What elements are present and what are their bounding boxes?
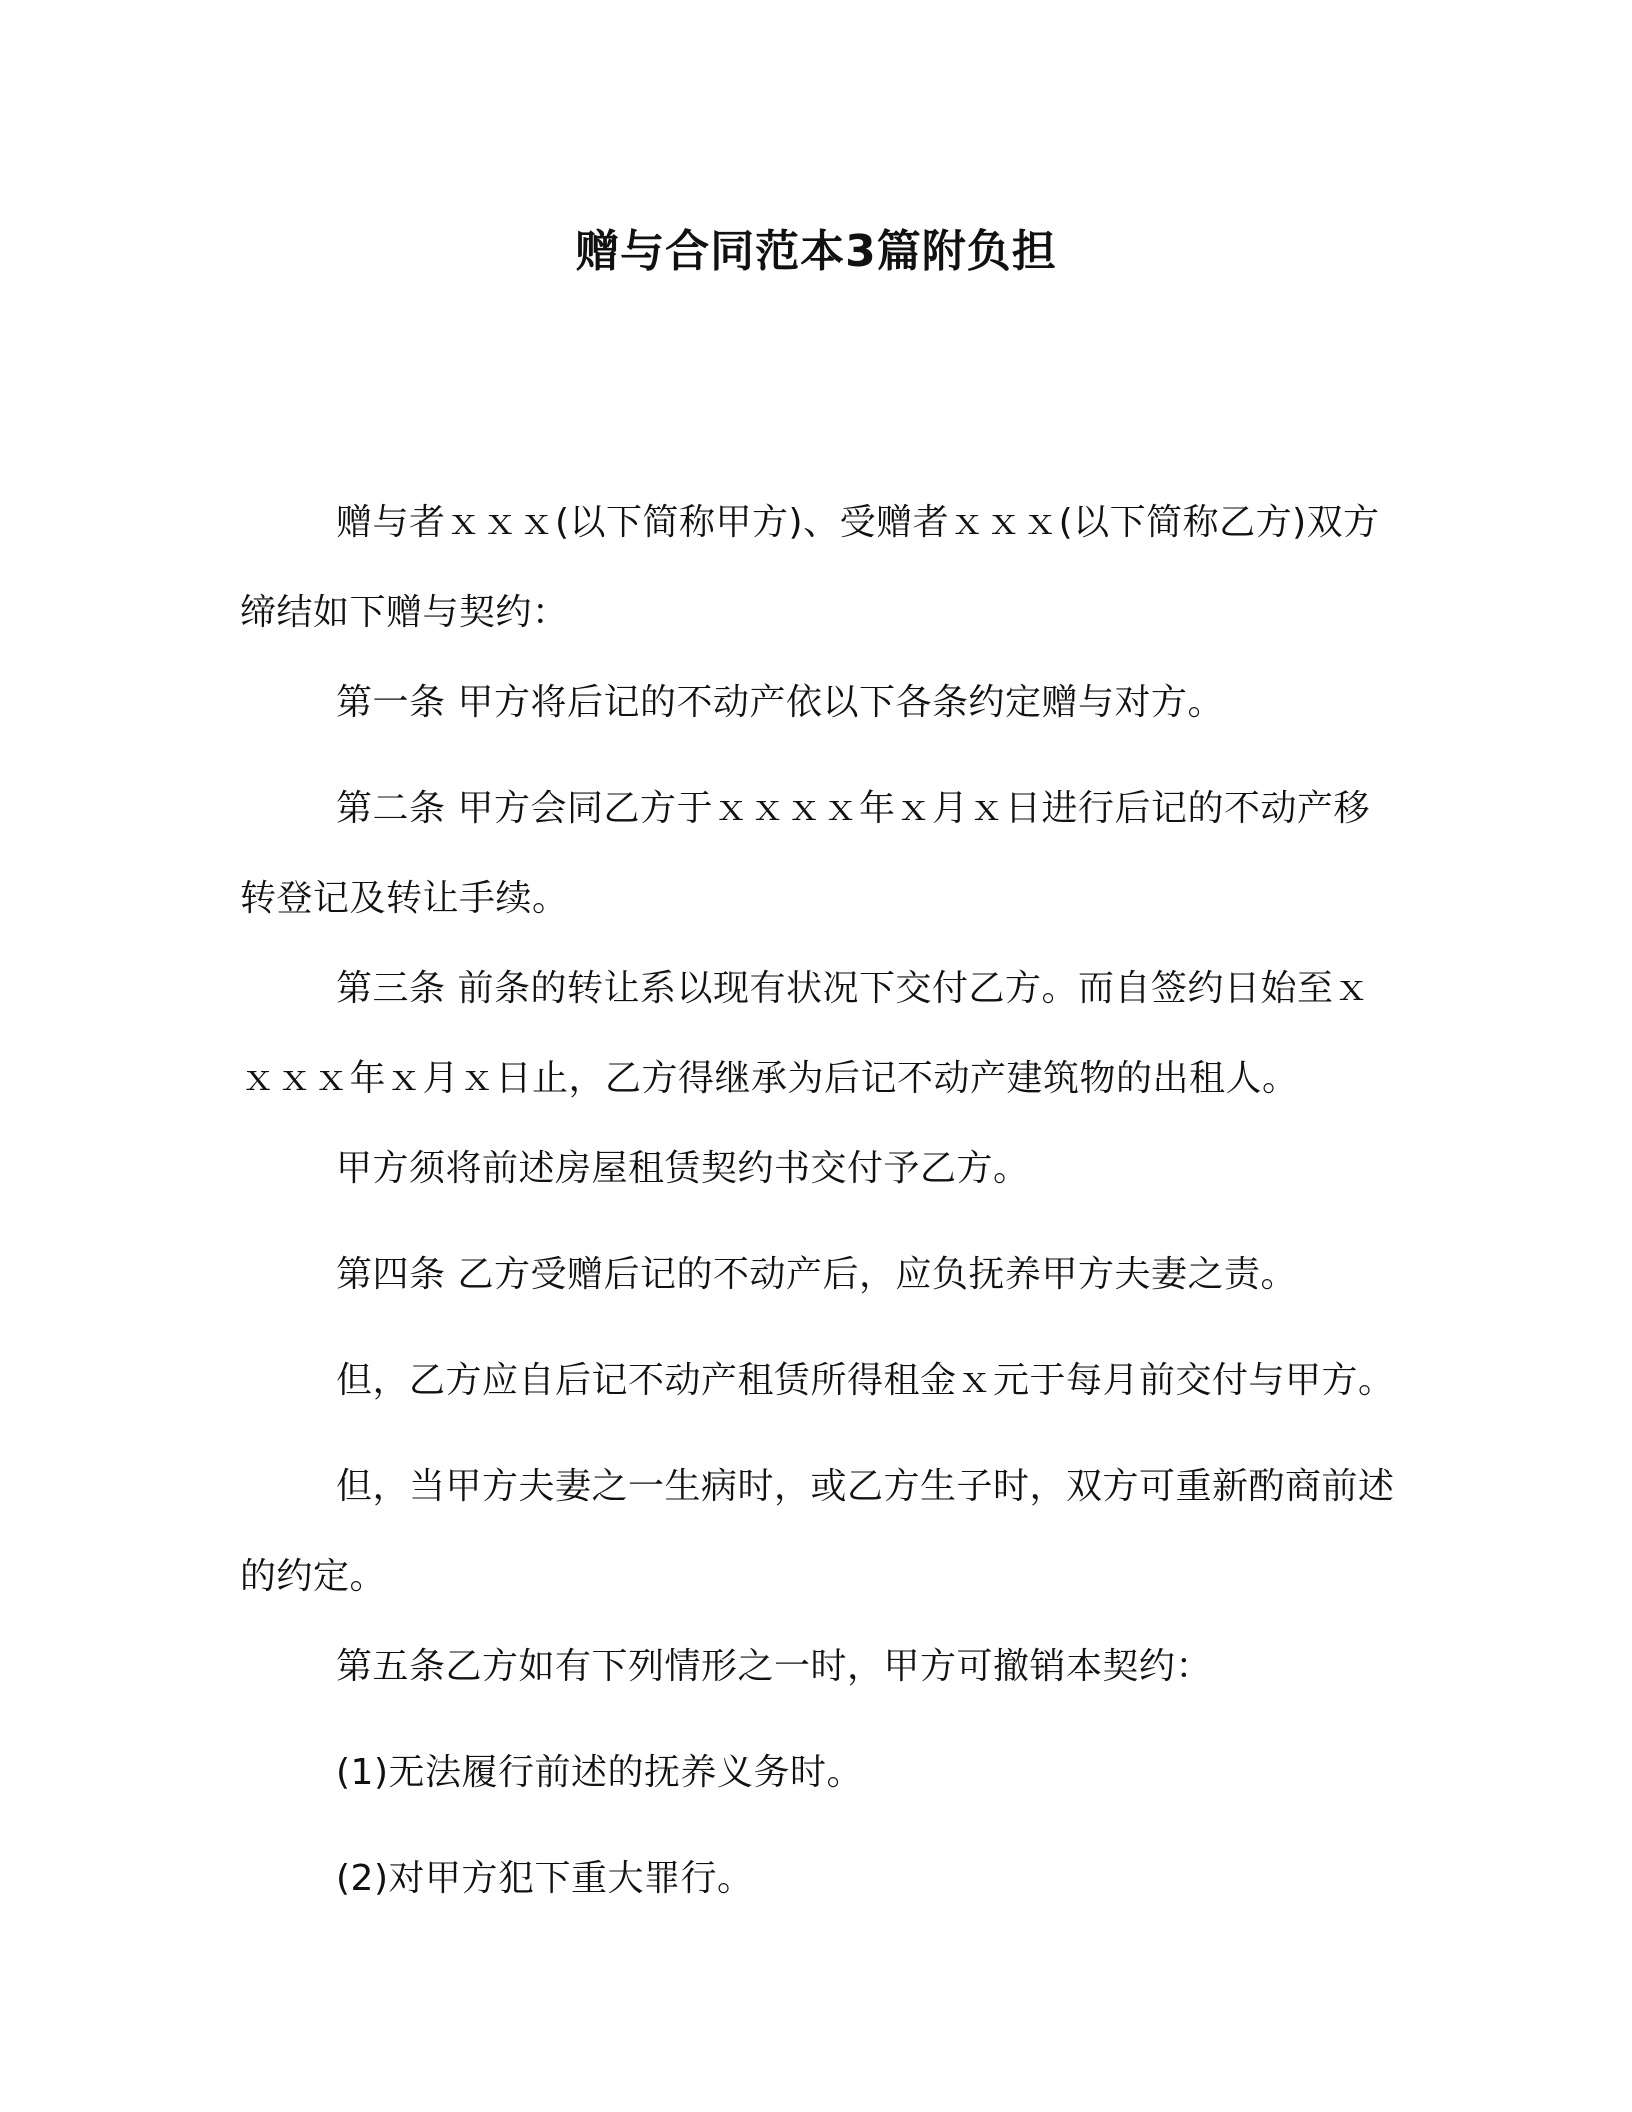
paragraph-preamble: 赠与者ｘｘｘ(以下简称甲方)、受赠者ｘｘｘ(以下简称乙方)双方缔结如下赠与契约： bbox=[240, 502, 1380, 633]
paragraph-renegotiation: 但，当甲方夫妻之一生病时，或乙方生子时，双方可重新酌商前述的约定。 bbox=[240, 1466, 1395, 1597]
document-title: 赠与合同范本3篇附负担 bbox=[575, 226, 1057, 277]
paragraph-rent-payment: 但，乙方应自后记不动产租赁所得租金ｘ元于每月前交付与甲方。 bbox=[336, 1360, 1395, 1401]
paragraph-article-1: 第一条 甲方将后记的不动产依以下各条约定赠与对方。 bbox=[336, 682, 1224, 723]
list-item-2: (2)对甲方犯下重大罪行。 bbox=[336, 1858, 754, 1899]
paragraph-lease-handover: 甲方须将前述房屋租赁契约书交付予乙方。 bbox=[336, 1148, 1030, 1189]
paragraph-article-2: 第二条 甲方会同乙方于ｘｘｘｘ年ｘ月ｘ日进行后记的不动产移转登记及转让手续。 bbox=[240, 788, 1370, 919]
list-item-1: (1)无法履行前述的抚养义务时。 bbox=[336, 1752, 863, 1793]
paragraph-article-3: 第三条 前条的转让系以现有状况下交付乙方。而自签约日始至ｘｘｘｘ年ｘ月ｘ日止，乙方得继承为后记不动产建筑物的出租人。 bbox=[240, 968, 1370, 1099]
paragraph-article-5: 第五条乙方如有下列情形之一时，甲方可撤销本契约： bbox=[336, 1646, 1213, 1687]
paragraph-article-4: 第四条 乙方受赠后记的不动产后，应负抚养甲方夫妻之责。 bbox=[336, 1254, 1297, 1295]
